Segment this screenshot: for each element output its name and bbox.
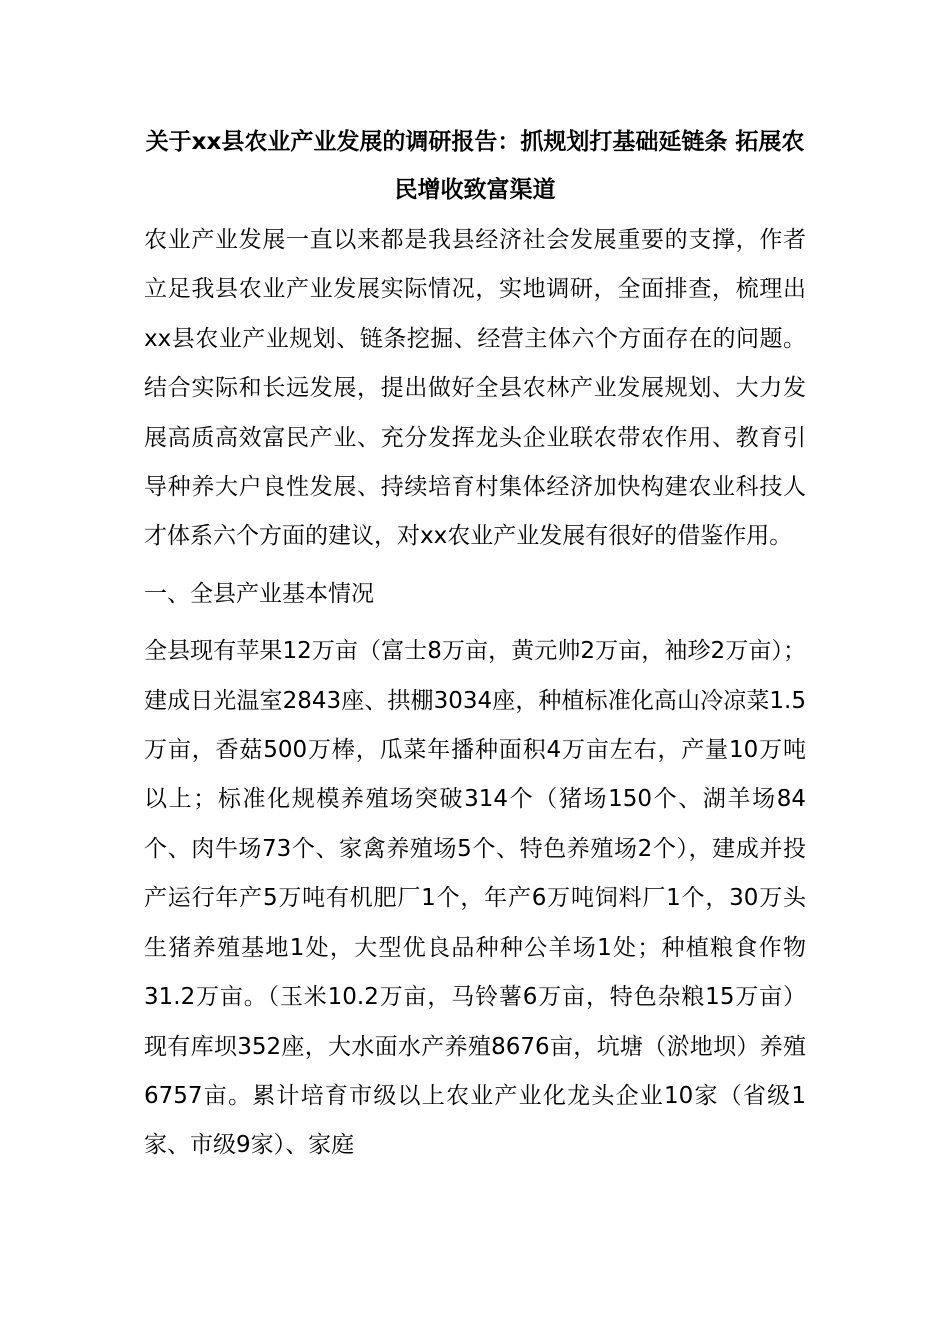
intro-paragraph: 农业产业发展一直以来都是我县经济社会发展重要的支撑，作者立足我县农业产业发展实际情况，实地调研，全面排查，梳理出xx县农业产业规划、链条挖掘、经营主体六个方面存在的问题。结合实际和长远发展，提出做好全县农林产业发展规划、大力发展高质高效富民产业、充分发挥龙头企业联农带农作用、教育引导种养大户良性发展、持续培育村集体经济加快构建农业科技人才体系六个方面的建议，对xx农业产业发展有很好的借鉴作用。 bbox=[144, 227, 806, 550]
section-heading: 一、全县产业基本情况 bbox=[144, 580, 374, 607]
document-page bbox=[144, 118, 806, 1171]
document-title: 关于xx县农业产业发展的调研报告：抓规划打基础延链条 拓展农民增收致富渠道 bbox=[145, 129, 805, 203]
section-body-paragraph: 全县现有苹果12万亩（富士8万亩，黄元帅2万亩，袖珍2万亩）；建成日光温室2843座、拱棚3034座，种植标准化高山冷凉菜1.5万亩，香菇500万棒，瓜菜年播种面积4万亩左右，产量10万吨以上；标准化规模养殖场突破314个（猪场150个、湖羊场84个、肉牛场73个、家禽养殖场5个、特色养殖场2个），建成并投产运行年产5万吨有机肥厂1个，年产6万吨饲料厂1个，30万头生猪养殖基地1处，大型优良品种种公羊场1处；种植粮食作物31.2万亩。（玉米10.2万亩，马铃薯6万亩，特色杂粮15万亩）现有库坝352座，大水面水产养殖8676亩，坑塘（淤地坝）养殖6757亩。累计培育市级以上农业产业化龙头企业10家（省级1家、市级9家）、家庭 bbox=[144, 638, 806, 1159]
